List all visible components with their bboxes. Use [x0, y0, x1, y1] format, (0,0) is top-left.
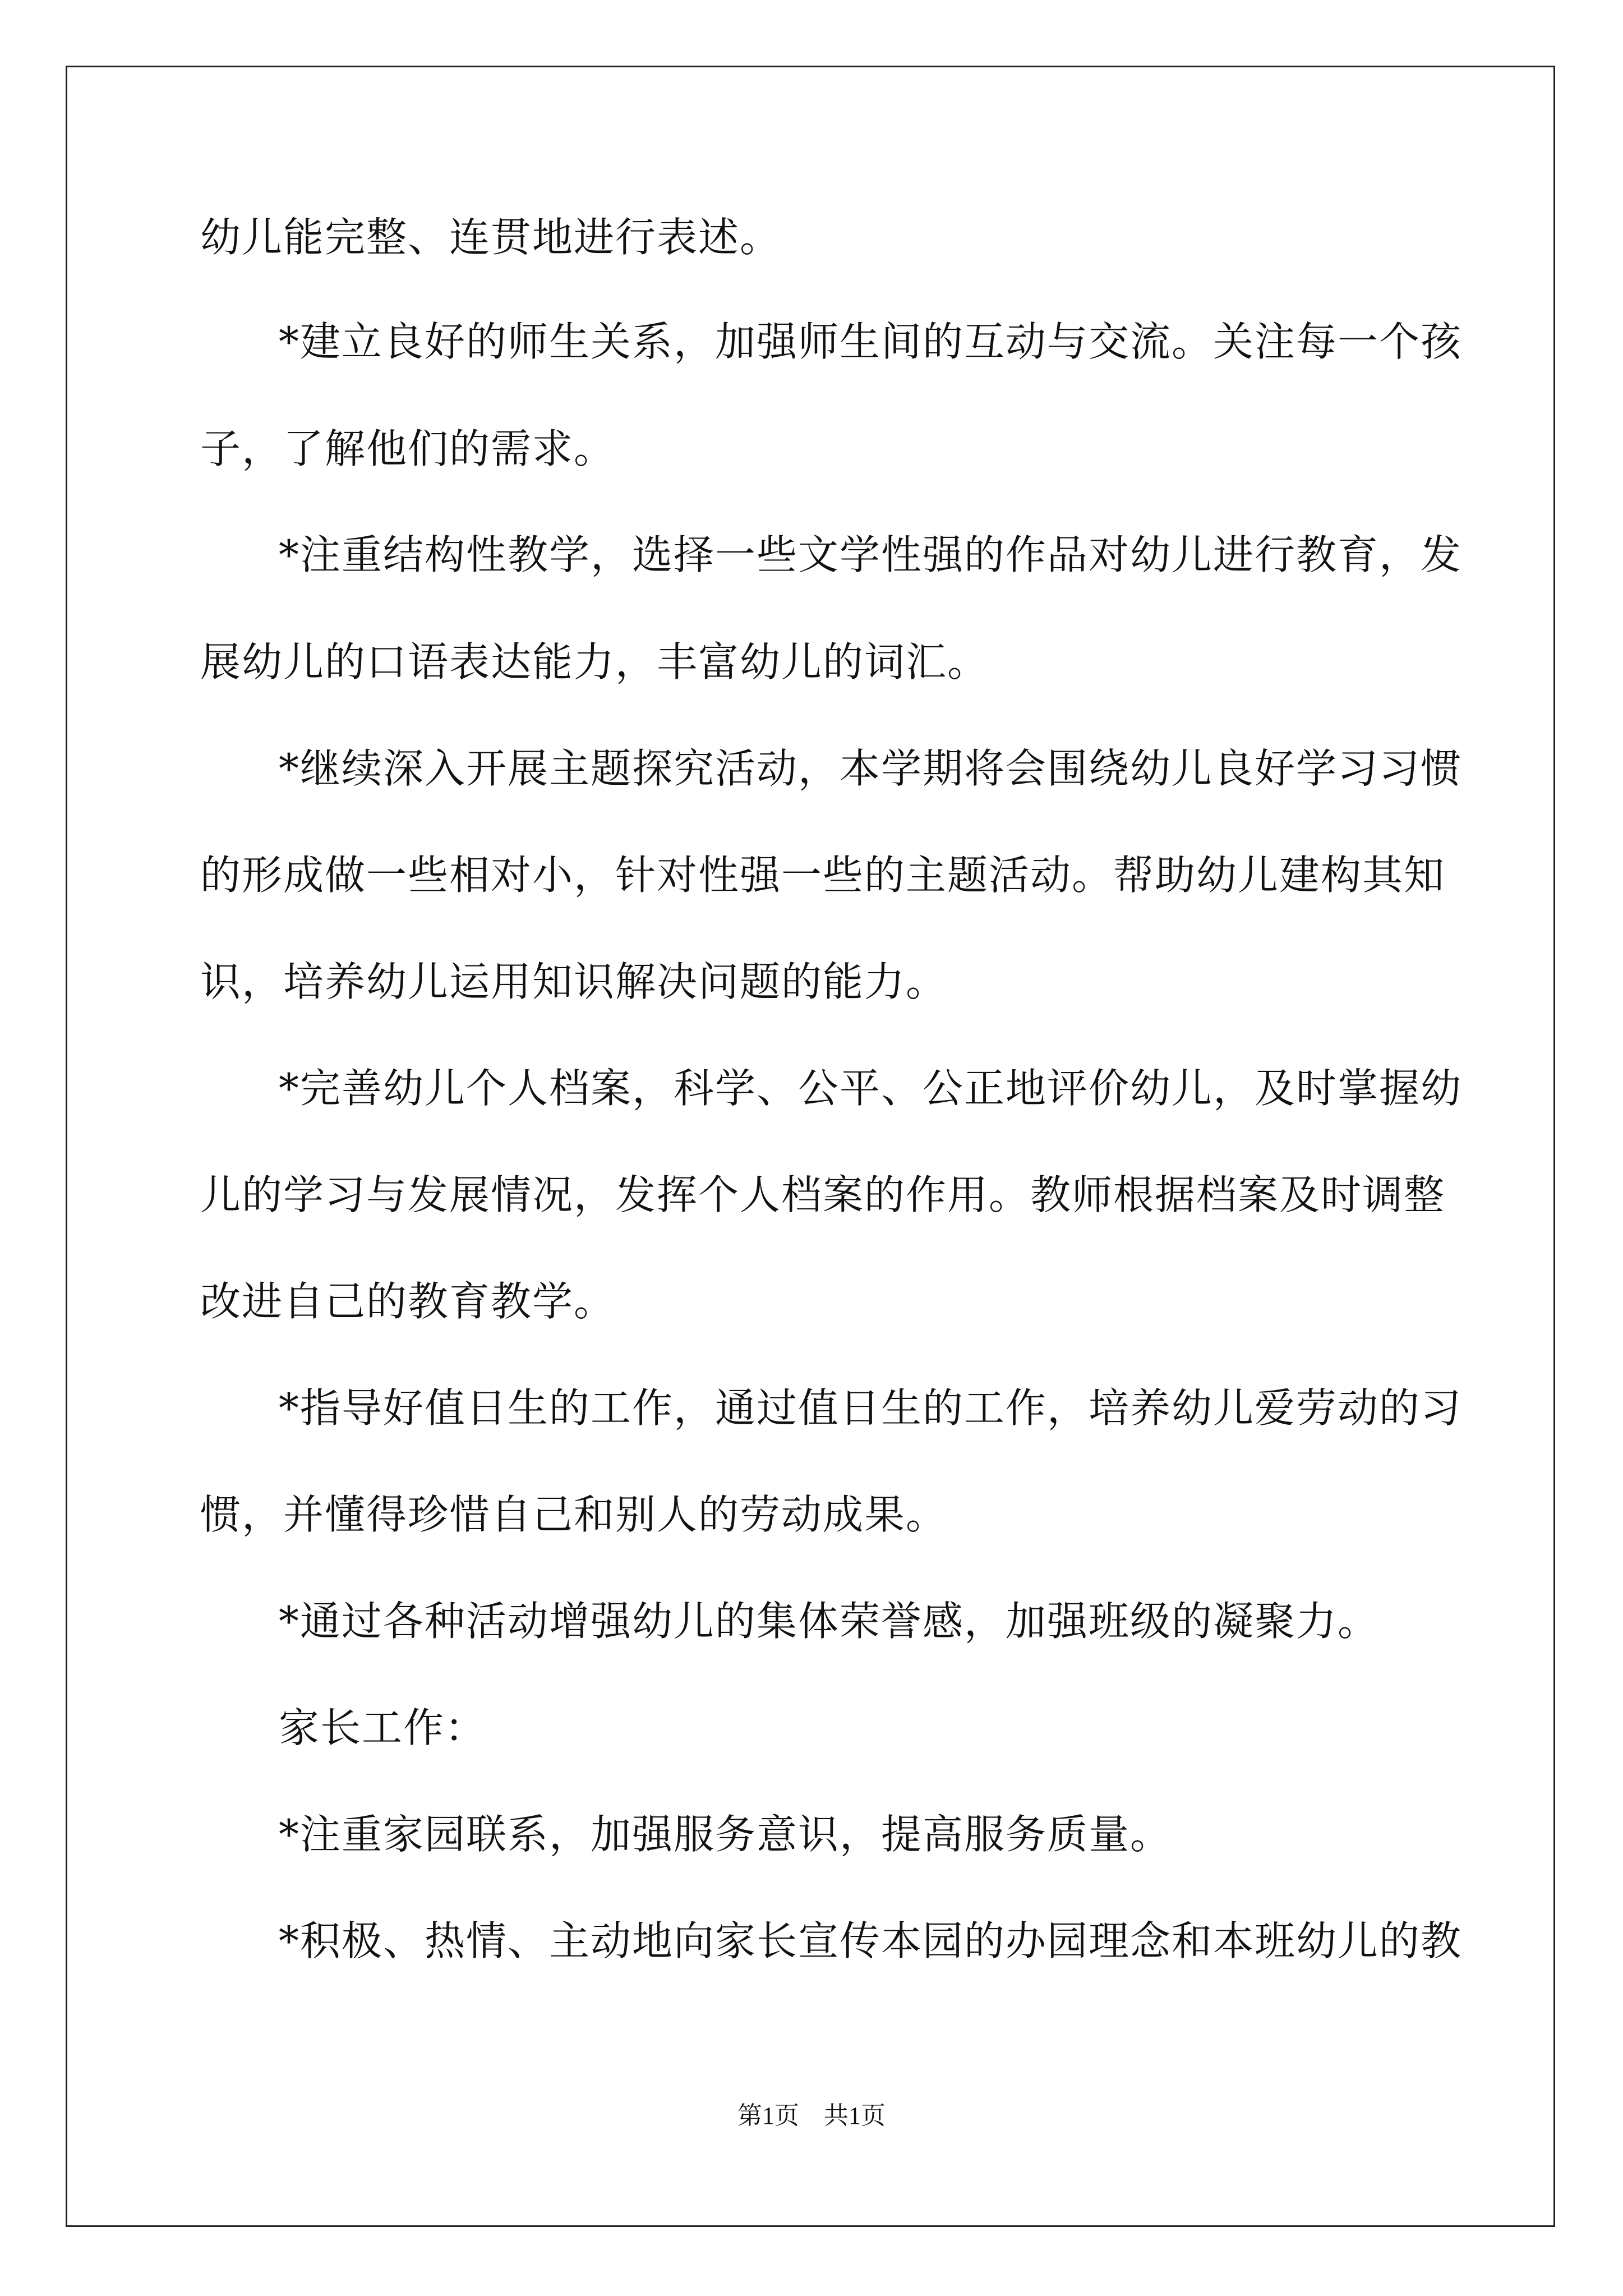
text-line: *建立良好的师生关系，加强师生间的互动与交流。关注每一个孩	[279, 318, 1463, 365]
section-heading: 家长工作：	[279, 1704, 487, 1751]
page-number-footer: 第1页 共1页	[737, 2102, 886, 2129]
text-line: 子，了解他们的需求。	[200, 425, 616, 472]
page-border	[66, 66, 1555, 2227]
text-line: 儿的学习与发展情况，发挥个人档案的作用。教师根据档案及时调整	[200, 1171, 1446, 1218]
text-line: 识，培养幼儿运用知识解决问题的能力。	[200, 958, 948, 1005]
text-line: *完善幼儿个人档案，科学、公平、公正地评价幼儿，及时掌握幼	[279, 1065, 1463, 1112]
text-line: 幼儿能完整、连贯地进行表述。	[200, 214, 782, 261]
text-line: 惯，并懂得珍惜自己和别人的劳动成果。	[200, 1491, 948, 1538]
text-line: *继续深入开展主题探究活动，本学期将会围绕幼儿良好学习习惯	[279, 745, 1463, 792]
text-line: 的形成做一些相对小，针对性强一些的主题活动。帮助幼儿建构其知	[200, 852, 1446, 899]
text-line: *注重家园联系，加强服务意识，提高服务质量。	[279, 1811, 1172, 1858]
text-line: 改进自己的教育教学。	[200, 1278, 616, 1325]
text-line: 展幼儿的口语表达能力，丰富幼儿的词汇。	[200, 638, 989, 685]
text-line: *指导好值日生的工作，通过值日生的工作，培养幼儿爱劳动的习	[279, 1384, 1463, 1432]
text-line: *积极、热情、主动地向家长宣传本园的办园理念和本班幼儿的教	[279, 1917, 1463, 1964]
text-line: *注重结构性教学，选择一些文学性强的作品对幼儿进行教育，发	[279, 531, 1463, 578]
text-line: *通过各种活动增强幼儿的集体荣誉感，加强班级的凝聚力。	[279, 1598, 1380, 1645]
